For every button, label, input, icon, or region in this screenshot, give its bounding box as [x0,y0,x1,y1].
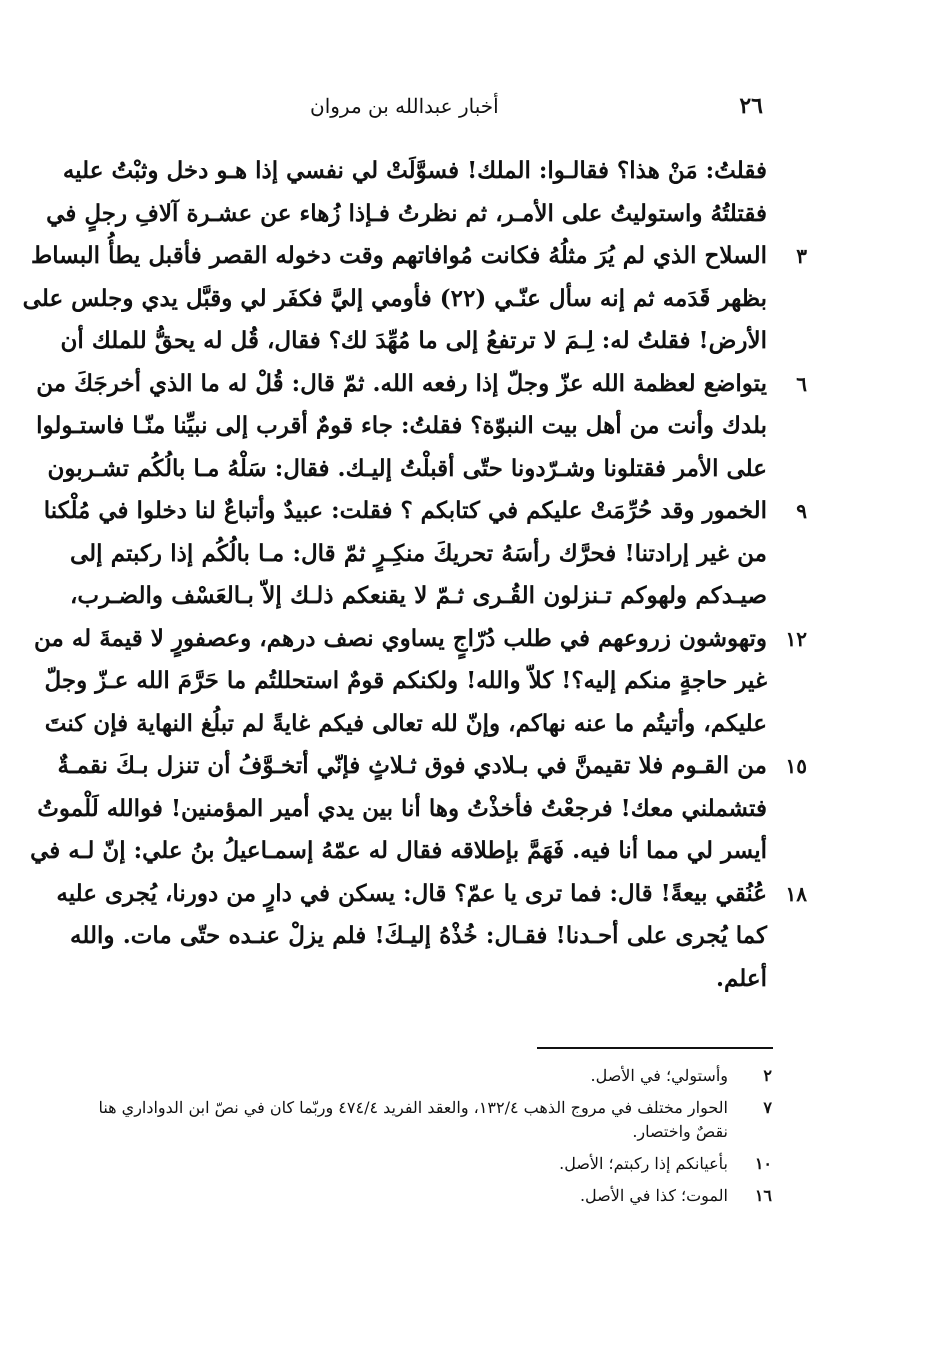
line-number: ٣ [796,244,807,268]
text-line: من القـوم فلا تقيمنَّ في بـلادي فوق ثـلاثٍ فإنّي أتخـوَّفُ أن تنزل بـكَ نقمـةٌ ١٥ [70,745,767,788]
text-line: أيسر لي مما أنا فيه. فَهَمَّ بإطلاقه فقال له عمّهُ إسمـاعيلُ بنُ علي: إنّ لـه في [30,837,767,864]
footnote-text: بأعيانكم إذا ركبتم؛ الأصل. [559,1154,728,1173]
text-line: بلدك وأنت من أهل بيت النبوّة؟ فقلتُ: جاء قومٌ أقرب إلى نبيِّنا منّـا فاستـولوا [36,412,767,439]
line-number: ١٨ [785,881,807,906]
line-number: ١٥ [785,754,807,778]
text-line: صيـدكم ولهوكم تـنزلون القُـرى ثـمّ لا يقنعكم ذلـك إلاّ بـالعَسْف والضـرب، [70,582,767,609]
text-line: فتشملني معك! فرجعْتُ فأخذْتُ وها أنا بين يدي أمير المؤمنين! فوالله لَلْموتُ [37,794,767,822]
footnote [82,1096,772,1144]
footnote-number: ١٦ [754,1186,772,1205]
running-title: أخبار عبدالله بن مروان [310,94,499,118]
page-header [310,86,763,126]
footnote [82,1152,772,1176]
text-line: بظهر قَدَمه ثم إنه سأل عنّـي (٢٢) فأومي إليَّ فكفَر لي وقبَّل يدي وجلس على [22,284,767,312]
main-text [22,150,807,1000]
footnotes [82,1064,772,1216]
footnote-text: وأستولي؛ في الأصل. [590,1066,728,1085]
text-line: على الأمر فقتلونا وشـرّدونا حتّى أقبلْتُ إليـك. فقال: سَلْهُ مـا بالُكُم تشـربون [47,454,767,482]
footnote [82,1184,772,1208]
footnote-number: ٢ [763,1066,772,1085]
text-line: وتهوشون زروعهم في طلب دُرّاجٍ يساوي نصف درهم، وعصفورٍ لا قيمةَ له من ١٢ [70,618,767,661]
text-line: غير حاجةٍ منكم إليه؟! كلاّ والله! ولكنكم قومٌ استحللتُم ما حَرَّمَ الله عـزّ وجلّ [44,667,767,694]
text-line: أعلم. [715,964,767,992]
page-number: ٢٦ [739,93,763,119]
line-number: ٦ [796,371,807,396]
footnote-divider [537,1047,773,1049]
text-line: الأرض! فقلتُ له: لِـمَ لا ترتفعُ إلى ما مُهِّدَ لك؟ فقال، قُل له يحقُّ للملك أن [60,327,767,354]
line-number: ٩ [796,499,807,523]
footnote-text: الحوار مختلف في مروج الذهب ١٣٢/٤، والعقد الفريد ٤٧٤/٤ وربّما كان في نصّ ابن الدواداري هنا نقصٌ واختصار. [98,1098,728,1141]
footnote [82,1064,772,1088]
text-line: يتواضع لعظمة الله عزّ وجلّ إذا رفعه الله. ثمّ قال: قُلْ له ما الذي أخرجَكَ من ٦ [70,363,767,406]
footnote-number: ٧ [763,1098,772,1117]
footnote-text: الموت؛ كذا في الأصل. [579,1186,728,1205]
text-line: فقتلتُهُ واستوليتُ على الأمـر، ثم نظرتُ فـإذا زُهاء عن عشـرة آلافِ رجلٍ في [46,199,767,227]
text-line: فقلتُ: مَنْ هذا؟ فقالـوا: الملك! فسوَّلَتْ لي نفسي إذا هـو دخل وثبْتُ عليه [62,157,767,184]
text-line: كما يُجرى على أحـدنا! فقـال: خُذْهُ إليـكَ! فلم يزلْ عنـده حتّى مات. والله [70,922,767,949]
footnote-number: ١٠ [754,1154,772,1173]
text-line: الخمور وقد حُرِّمَتْ عليكم في كتابكم ؟ فقلت: عبيدٌ وأتباعٌ لنا دخلوا في مُلْكنا ٩ [70,490,767,533]
text-line: عليكم، وأتيتُم ما عنه نهاكم، وإنّ لله تعالى فيكم غايةً لم تبلُغ النهاية فإن كنتَ [44,709,767,737]
text-line: من غير إرادتنا! فحرَّك رأسَهُ تحريكَ منكِـرٍ ثمّ قال: مـا بالُكُم إذا ركبتم إلى [70,539,767,567]
text-line: السلاح الذي لم يُرَ مثلُهُ فكانت مُوافاتهم وقت دخوله القصر فأقبل يطأُ البساط ٣ [70,235,767,278]
text-line: عُنُقي بيعةً! قال: فما ترى يا عمّ؟ قال: يسكن في دارٍ من دورنا، يُجرى عليه ١٨ [70,873,767,916]
line-number: ١٢ [785,626,807,651]
